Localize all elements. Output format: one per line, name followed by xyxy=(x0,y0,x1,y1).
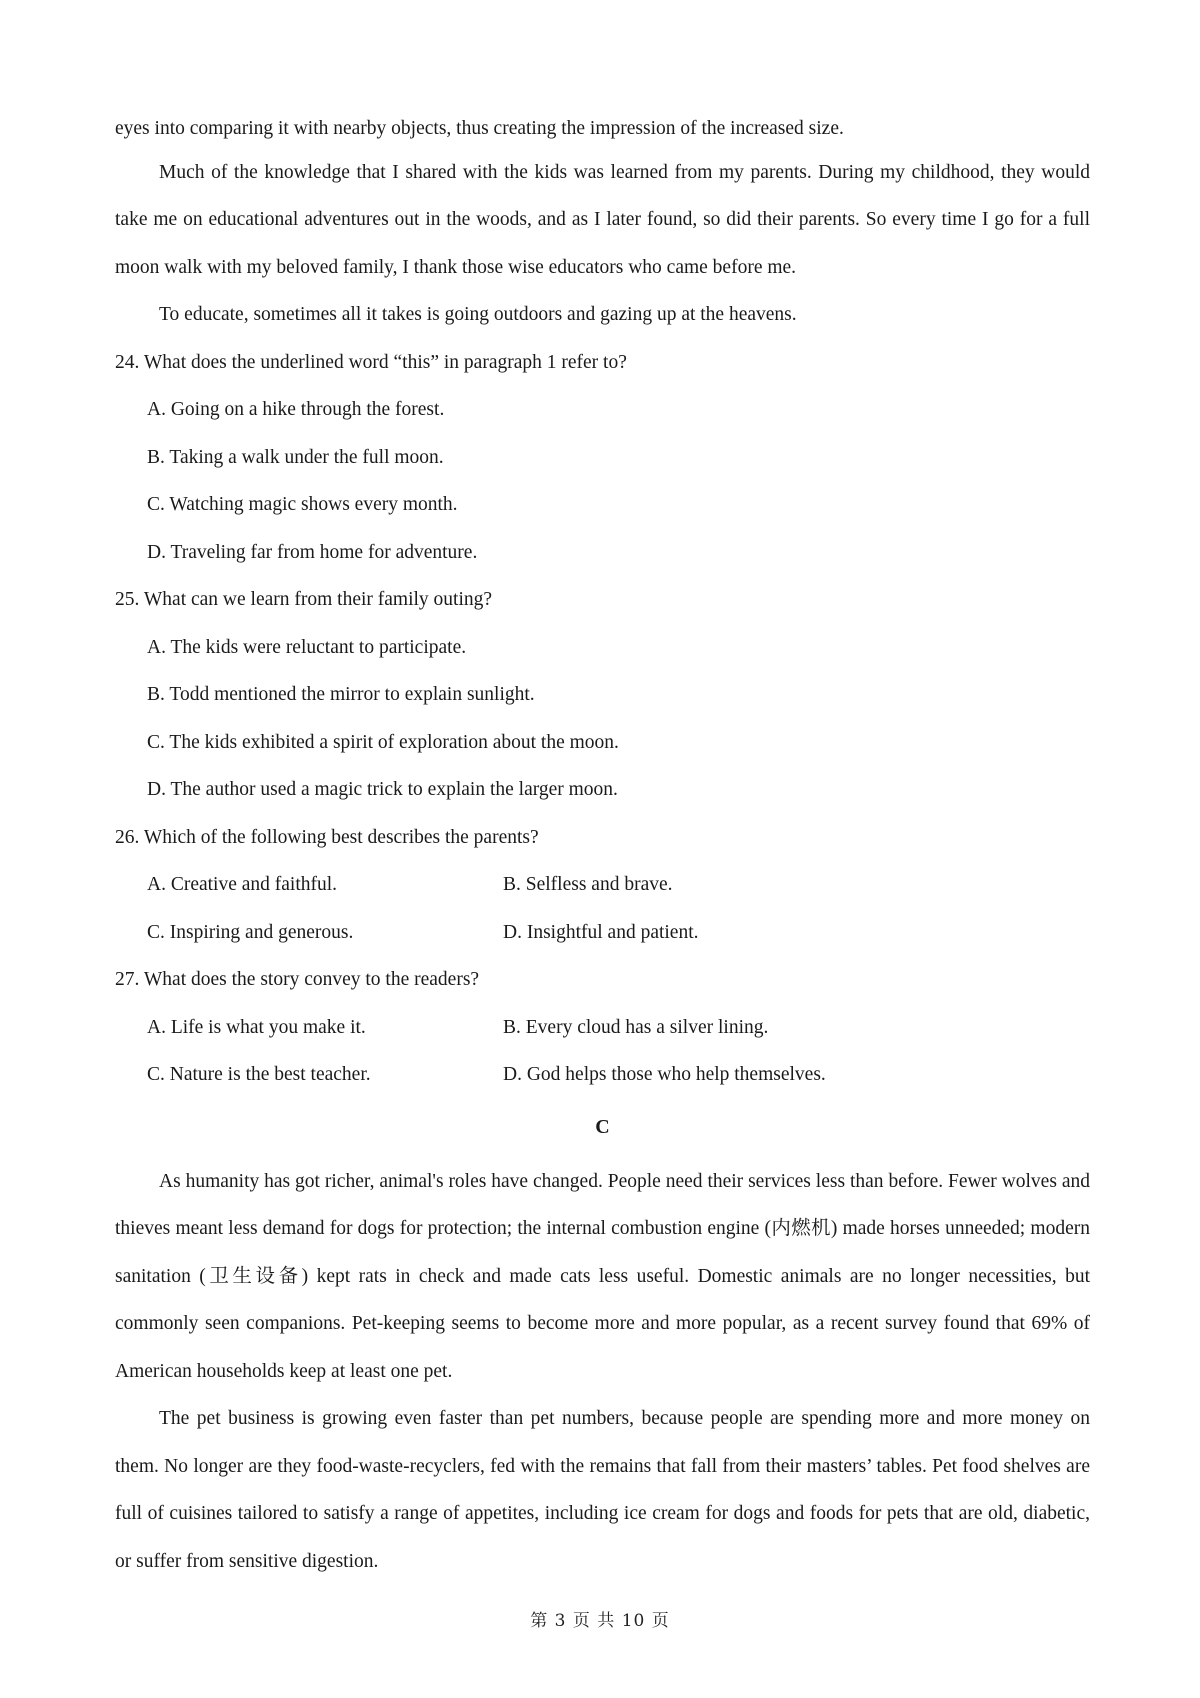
question-27-options-row-2 xyxy=(115,1051,1090,1099)
question-26-option-b: B. Selfless and brave. xyxy=(503,874,673,895)
question-26-options-row-2 xyxy=(115,909,1090,957)
question-27-options-row-1 xyxy=(115,1004,1090,1052)
question-26-options-row-1 xyxy=(115,861,1090,909)
question-26-option-a: A. Creative and faithful. xyxy=(147,874,338,895)
question-24-option-a: A. Going on a hike through the forest. xyxy=(147,399,445,420)
page-number-footer: 第 3 页 共 10 页 xyxy=(530,1611,670,1631)
question-25-option-d: D. The author used a magic trick to explain the larger moon. xyxy=(147,779,618,800)
question-25-stem: 25. What can we learn from their family outing? xyxy=(115,589,493,610)
passage-c-paragraph-1: As humanity has got richer, animal's roles have changed. People need their services less than before. Fewer wolves and thieves meant less demand for dogs for protection; the internal combustion engine (内燃机) made horses unneeded; modern sanitation (卫生设备) kept rats in check and made cats less useful. Domestic animals are no longer necessities, but commonly seen companions. Pet-keeping seems to become more and more popular, as a recent survey found that 69% of American households keep at least one pet. xyxy=(115,1170,1090,1382)
question-26-stem: 26. Which of the following best describes the parents? xyxy=(115,826,539,848)
question-24-option-c: C. Watching magic shows every month. xyxy=(147,494,458,515)
question-24-option-d: D. Traveling far from home for adventure. xyxy=(147,541,478,563)
question-27-option-b: B. Every cloud has a silver lining. xyxy=(503,1016,769,1038)
question-27-option-a: A. Life is what you make it. xyxy=(147,1016,366,1038)
question-26-option-d: D. Insightful and patient. xyxy=(503,921,699,943)
question-25-option-b: B. Todd mentioned the mirror to explain sunlight. xyxy=(147,684,535,705)
question-24-stem: 24. What does the underlined word “this” in paragraph 1 refer to? xyxy=(115,351,627,373)
question-26-option-c: C. Inspiring and generous. xyxy=(147,921,354,943)
passage-b-paragraph-2: Much of the knowledge that I shared with the kids was learned from my parents. During my childhood, they would take me on educational adventures out in the woods, and as I later found, so did their parents. So every time I go for a full moon walk with my beloved family, I thank those wise educators who came before me. xyxy=(115,161,1090,278)
section-heading-c: C xyxy=(595,1115,610,1138)
question-27-option-d: D. God helps those who help themselves. xyxy=(503,1064,826,1085)
passage-b-line: eyes into comparing it with nearby objects, thus creating the impression of the increased size. xyxy=(115,118,844,139)
exam-page xyxy=(115,117,1090,1585)
question-25-option-a: A. The kids were reluctant to participate. xyxy=(147,636,467,658)
question-24-option-b: B. Taking a walk under the full moon. xyxy=(147,446,444,468)
question-25-option-c: C. The kids exhibited a spirit of exploration about the moon. xyxy=(147,731,619,753)
passage-b-paragraph-3: To educate, sometimes all it takes is going outdoors and gazing up at the heavens. xyxy=(159,304,797,325)
passage-c-paragraph-2: The pet business is growing even faster than pet numbers, because people are spending more and more money on them. No longer are they food-waste-recyclers, fed with the remains that fall from their masters’ tables. Pet food shelves are full of cuisines tailored to satisfy a range of appetites, including ice cream for dogs and foods for pets that are old, diabetic, or suffer from sensitive digestion. xyxy=(115,1408,1090,1572)
question-27-stem: 27. What does the story convey to the readers? xyxy=(115,969,480,990)
question-27-option-c: C. Nature is the best teacher. xyxy=(147,1064,371,1085)
